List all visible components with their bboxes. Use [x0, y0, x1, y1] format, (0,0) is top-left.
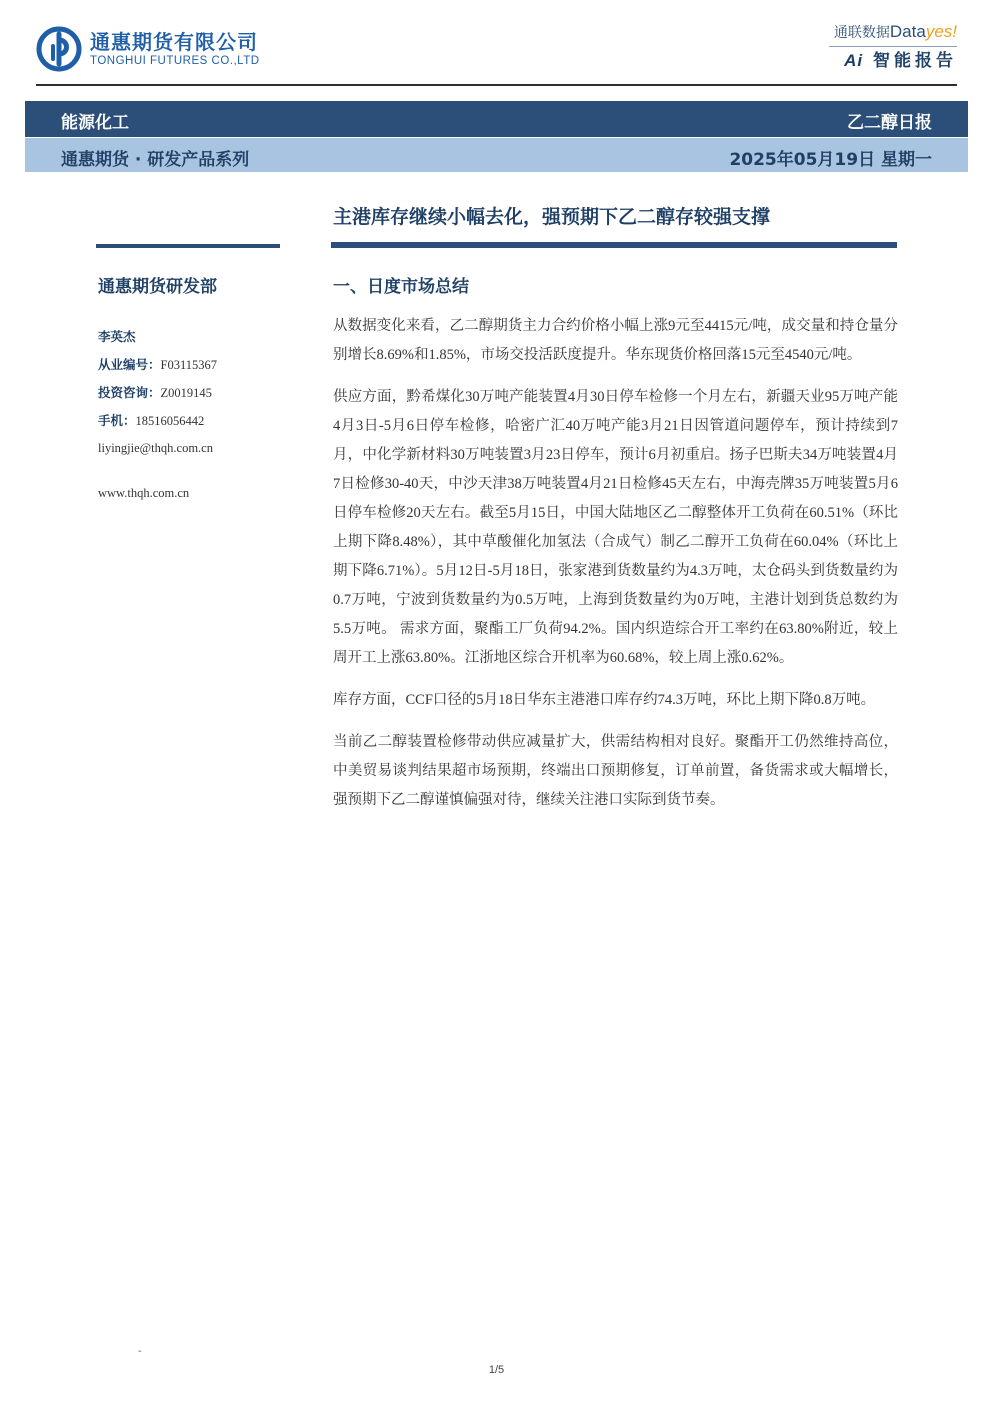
- datayes-logo: [829, 22, 957, 72]
- page-number: 1/5: [488, 1364, 505, 1376]
- company-logo: [36, 26, 260, 72]
- dept-name: 通惠期货研发部: [98, 277, 217, 297]
- report-body: [333, 312, 898, 828]
- author-sidebar: [98, 272, 298, 507]
- ai-label: Ai: [844, 51, 864, 70]
- series-band: [25, 138, 968, 172]
- ai-report-label: 智能报告: [873, 51, 957, 71]
- company-website[interactable]: www.thqh.com.cn: [98, 486, 190, 500]
- datayes-data: Data: [889, 22, 926, 41]
- sector-band: [25, 101, 968, 137]
- footer-mark: -: [138, 1346, 142, 1357]
- datayes-yes: yes!: [925, 22, 957, 41]
- advisor-number: Z0019145: [160, 386, 212, 400]
- author-name: 李英杰: [98, 329, 136, 344]
- section-title: 一、日度市场总结: [333, 277, 469, 297]
- phone-number: 18516056442: [135, 414, 205, 428]
- company-name-en: TONGHUI FUTURES CO.,LTD: [90, 55, 260, 67]
- paragraph-supply: 供应方面，黔希煤化30万吨产能装置4月30日停车检修一个月左右，新疆天业95万吨产能4月3日-5月6日停车检修，哈密广汇40万吨产能3月21日因管道问题停车，预计持续到7月，中化学新材料30万吨装置3月23日停车，预计6月初重启。扬子巴斯夫34万吨装置4月7日检修30-40天，中沙天津38万吨装置4月21日检修45天左右，中海壳牌35万吨装置5月6日停车检修20天左右。截至5月15日，中国大陆地区乙二醇整体开工负荷在60.51%（环比上期下降8.48%），其中草酸催化加氢法（合成气）制乙二醇开工负荷在60.04%（环比上期下降6.71%）。5月12日-5月18日，张家港到货数量约为4.3万吨，太仓码头到货数量约为0.7万吨，宁波到货数量约为0.5万吨，上海到货数量约为0万吨，主港计划到货总数约为5.5万吨。 需求方面，聚酯工厂负荷94.2%。国内织造综合开工率约在63.80%附近，较上周开工上涨63.80%。江浙地区综合开机率为60.68%，较上周上涨0.62%。: [333, 389, 898, 666]
- paragraph-inventory: 库存方面，CCF口径的5月18日华东主港港口库存约74.3万吨，环比上期下降0.8万吨。: [333, 692, 876, 708]
- report-date: 2025年05月19日 星期一: [729, 150, 932, 170]
- datayes-cn: 通联数据: [833, 25, 890, 41]
- phone-label: 手机：: [98, 413, 136, 428]
- series-label: 通惠期货 · 研发产品系列: [61, 150, 250, 170]
- author-email[interactable]: liyingjie@thqh.com.cn: [98, 441, 213, 455]
- company-name-cn: 通惠期货有限公司: [90, 30, 258, 54]
- title-rule: [331, 242, 897, 248]
- tonghui-logo-icon: [36, 26, 82, 72]
- report-title: 主港库存继续小幅去化，强预期下乙二醇存较强支撑: [333, 206, 771, 228]
- header-rule: [36, 84, 957, 86]
- license-number: F03115367: [160, 358, 218, 372]
- datayes-divider: [829, 46, 957, 47]
- sector-label: 能源化工: [61, 113, 129, 133]
- paragraph-outlook: 当前乙二醇装置检修带动供应减量扩大，供需结构相对良好。聚酯开工仍然维持高位，中美贸易谈判结果超市场预期，终端出口预期修复，订单前置，备货需求或大幅增长，强预期下乙二醇谨慎偏强对待，继续关注港口实际到货节奏。: [333, 734, 898, 808]
- sidebar-rule: [96, 244, 280, 248]
- advisor-label: 投资咨询：: [98, 385, 161, 400]
- paragraph-price: 从数据变化来看，乙二醇期货主力合约价格小幅上涨9元至4415元/吨，成交量和持仓量分别增长8.69%和1.85%，市场交投活跃度提升。华东现货价格回落15元至4540元/吨。: [333, 318, 898, 363]
- report-type-label: 乙二醇日报: [847, 113, 932, 133]
- license-label: 从业编号：: [98, 357, 161, 372]
